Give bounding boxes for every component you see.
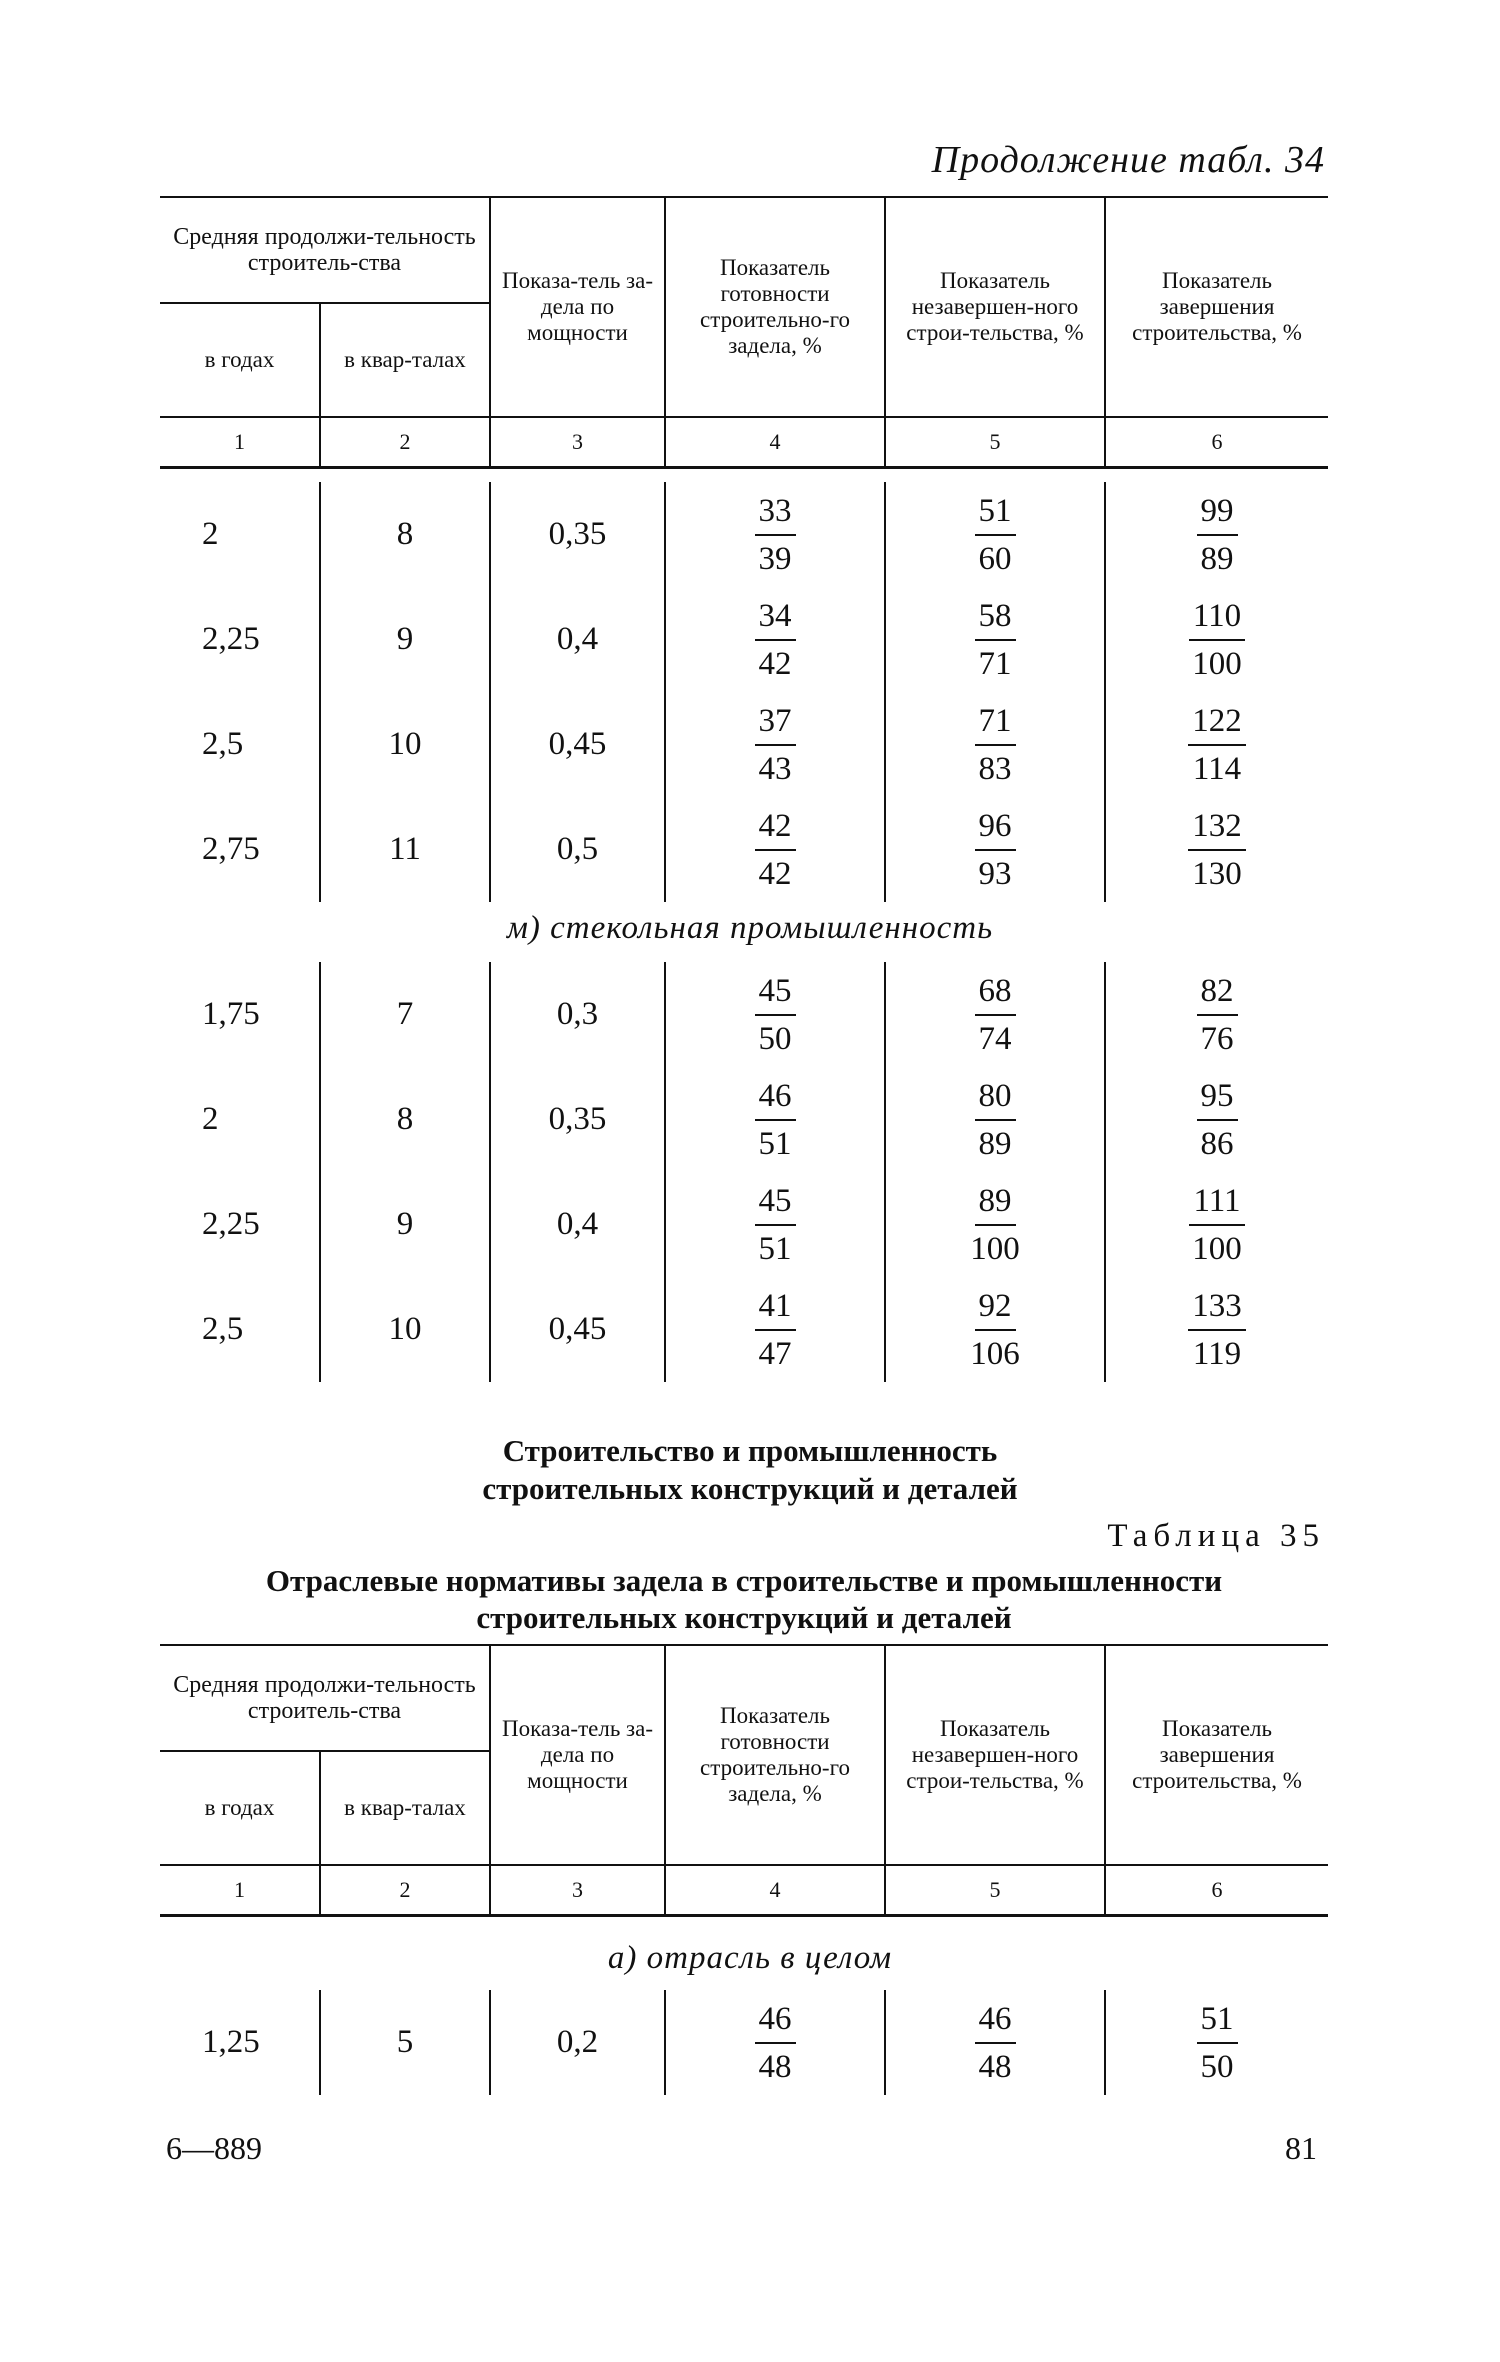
- readiness-cell: [665, 1172, 885, 1277]
- t35-header-years: в годах: [204, 1795, 275, 1820]
- unfinished-cell: [885, 587, 1105, 692]
- duration-quarters-cell: 10: [320, 692, 490, 797]
- fraction-denominator: 48: [758, 2048, 792, 2085]
- power-backlog-cell: 0,35: [490, 1067, 665, 1172]
- page-number: 81: [1285, 2130, 1317, 2166]
- table35-title-line2: строительных конструкций и деталей: [476, 1600, 1012, 1635]
- fraction: [755, 968, 796, 1062]
- readiness-cell: [665, 1067, 885, 1172]
- header-num-2: 2: [320, 417, 490, 468]
- fraction-denominator: 93: [978, 855, 1012, 892]
- table-row: [160, 1067, 1328, 1172]
- fraction: [755, 698, 796, 792]
- fraction-denominator: 42: [758, 855, 792, 892]
- fraction-denominator: 100: [1192, 645, 1242, 682]
- fraction-numerator: 95: [1197, 1073, 1238, 1121]
- readiness-cell: [665, 1990, 885, 2095]
- unfinished-cell: [885, 797, 1105, 902]
- t35-header-col4: Показатель готовности строительно-го задела, %: [665, 1646, 885, 1865]
- fraction-denominator: 51: [758, 1125, 792, 1162]
- completion-cell: [1105, 962, 1328, 1067]
- fraction-denominator: 119: [1192, 1335, 1242, 1372]
- t35-header-duration-group: Средняя продолжи-тельность строитель-ства: [160, 1646, 490, 1751]
- readiness-cell: [665, 797, 885, 902]
- power-backlog-cell: 0,4: [490, 1172, 665, 1277]
- fraction-denominator: 51: [758, 1230, 792, 1267]
- duration-years-cell: 2,25: [202, 1206, 260, 1242]
- fraction-numerator: 71: [975, 698, 1016, 746]
- fraction-numerator: 133: [1188, 1283, 1246, 1331]
- power-backlog-cell: 0,5: [490, 797, 665, 902]
- fraction-numerator: 51: [1197, 1996, 1238, 2044]
- table35-title: [160, 1562, 1328, 1636]
- fraction-numerator: 92: [975, 1283, 1016, 1331]
- duration-quarters-cell: 8: [320, 482, 490, 587]
- header-years: в годах: [204, 347, 275, 372]
- completion-cell: [1105, 1277, 1328, 1382]
- fraction: [1188, 698, 1246, 792]
- t35-header-num-1: 1: [160, 1865, 320, 1916]
- fraction-numerator: 110: [1189, 593, 1245, 641]
- fraction: [1197, 1996, 1238, 2090]
- t35-header-num-5: 5: [885, 1865, 1105, 1916]
- fraction-denominator: 71: [978, 645, 1012, 682]
- fraction-denominator: 43: [758, 750, 792, 787]
- table-row: [160, 797, 1328, 902]
- fraction: [1189, 593, 1245, 687]
- power-backlog-cell: 0,35: [490, 482, 665, 587]
- fraction: [1188, 803, 1246, 897]
- duration-quarters-cell: 9: [320, 1172, 490, 1277]
- completion-cell: [1105, 482, 1328, 587]
- fraction-denominator: 60: [978, 540, 1012, 577]
- fraction-denominator: 100: [1192, 1230, 1242, 1267]
- fraction-numerator: 45: [755, 1178, 796, 1226]
- fraction-denominator: 48: [978, 2048, 1012, 2085]
- power-backlog-cell: 0,4: [490, 587, 665, 692]
- table-row: [160, 482, 1328, 587]
- table35-number: Таблица 35: [1107, 1518, 1325, 1554]
- fraction: [755, 1073, 796, 1167]
- header-quarters: в квар-талах: [320, 303, 490, 417]
- readiness-cell: [665, 692, 885, 797]
- t35-header-col5: Показатель незавершен-ного строи-тельства, %: [885, 1646, 1105, 1865]
- fraction: [975, 1996, 1016, 2090]
- fraction-numerator: 51: [975, 488, 1016, 536]
- power-backlog-cell: 0,3: [490, 962, 665, 1067]
- readiness-cell: [665, 587, 885, 692]
- fraction-numerator: 99: [1197, 488, 1238, 536]
- fraction-numerator: 122: [1188, 698, 1246, 746]
- fraction-denominator: 42: [758, 645, 792, 682]
- fraction: [755, 1996, 796, 2090]
- fraction-numerator: 45: [755, 968, 796, 1016]
- section-title-line2: строительных конструкций и деталей: [482, 1471, 1018, 1506]
- header-col5: Показатель незавершен-ного строи-тельства, %: [885, 198, 1105, 417]
- fraction-denominator: 39: [758, 540, 792, 577]
- fraction-denominator: 100: [970, 1230, 1020, 1267]
- header-num-6: 6: [1105, 417, 1328, 468]
- completion-cell: [1105, 1172, 1328, 1277]
- fraction-denominator: 89: [1200, 540, 1234, 577]
- fraction-denominator: 47: [758, 1335, 792, 1372]
- table-row: [160, 1990, 1328, 2095]
- unfinished-cell: [885, 1067, 1105, 1172]
- section-title-line1: Строительство и промышленность: [502, 1433, 998, 1468]
- duration-years-cell: 2,5: [202, 1311, 244, 1347]
- fraction-numerator: 132: [1188, 803, 1246, 851]
- fraction: [755, 803, 796, 897]
- duration-quarters-cell: 8: [320, 1067, 490, 1172]
- fraction: [1189, 1178, 1244, 1272]
- header-num-3: 3: [490, 417, 665, 468]
- fraction-numerator: 34: [755, 593, 796, 641]
- fraction-denominator: 86: [1200, 1125, 1234, 1162]
- t35-header-num-4: 4: [665, 1865, 885, 1916]
- footer-code: 6—889: [166, 2130, 262, 2166]
- t35-header-num-6: 6: [1105, 1865, 1328, 1916]
- fraction-numerator: 33: [755, 488, 796, 536]
- table34-body-top: [160, 482, 1328, 902]
- t35-header-col3: Показа-тель за-дела по мощности: [490, 1646, 665, 1865]
- fraction: [975, 488, 1016, 582]
- fraction: [970, 1178, 1020, 1272]
- fraction: [755, 1178, 796, 1272]
- completion-cell: [1105, 587, 1328, 692]
- power-backlog-cell: 0,45: [490, 692, 665, 797]
- duration-years-cell: 2: [202, 516, 219, 552]
- fraction: [1188, 1283, 1246, 1377]
- fraction-numerator: 89: [975, 1178, 1016, 1226]
- t35-header-col6: Показатель завершения строительства, %: [1105, 1646, 1328, 1865]
- fraction-denominator: 83: [978, 750, 1012, 787]
- table35-header: [160, 1644, 1328, 1917]
- unfinished-cell: [885, 482, 1105, 587]
- power-backlog-cell: 0,2: [490, 1990, 665, 2095]
- fraction-denominator: 76: [1200, 1020, 1234, 1057]
- fraction-numerator: 111: [1189, 1178, 1244, 1226]
- fraction-denominator: 106: [970, 1335, 1020, 1372]
- fraction-numerator: 46: [755, 1996, 796, 2044]
- fraction-denominator: 114: [1192, 750, 1242, 787]
- fraction: [975, 803, 1016, 897]
- fraction: [1197, 968, 1238, 1062]
- completion-cell: [1105, 1067, 1328, 1172]
- fraction-numerator: 37: [755, 698, 796, 746]
- fraction: [975, 1073, 1016, 1167]
- duration-quarters-cell: 9: [320, 587, 490, 692]
- fraction-numerator: 41: [755, 1283, 796, 1331]
- header-duration-group: Средняя продолжи-тельность строитель-ства: [160, 198, 490, 303]
- fraction: [1197, 488, 1238, 582]
- continuation-title: Продолжение табл. 34: [931, 139, 1325, 181]
- table34-header: [160, 196, 1328, 469]
- completion-cell: [1105, 692, 1328, 797]
- glass-industry-subhead: м) стекольная промышленность: [506, 910, 994, 946]
- unfinished-cell: [885, 1277, 1105, 1382]
- table-row: [160, 962, 1328, 1067]
- completion-cell: [1105, 1990, 1328, 2095]
- power-backlog-cell: 0,45: [490, 1277, 665, 1382]
- fraction: [755, 593, 796, 687]
- t35-header-quarters: в квар-талах: [320, 1751, 490, 1865]
- unfinished-cell: [885, 1990, 1105, 2095]
- duration-years-cell: 2,5: [202, 726, 244, 762]
- fraction: [970, 1283, 1020, 1377]
- table35-body: [160, 1990, 1328, 2095]
- fraction-numerator: 42: [755, 803, 796, 851]
- completion-cell: [1105, 797, 1328, 902]
- fraction-denominator: 89: [978, 1125, 1012, 1162]
- header-col4: Показатель готовности строительно-го задела, %: [665, 198, 885, 417]
- t35-header-num-3: 3: [490, 1865, 665, 1916]
- fraction-denominator: 50: [758, 1020, 792, 1057]
- fraction-numerator: 68: [975, 968, 1016, 1016]
- fraction-denominator: 74: [978, 1020, 1012, 1057]
- fraction-numerator: 46: [975, 1996, 1016, 2044]
- header-col6: Показатель завершения строительства, %: [1105, 198, 1328, 417]
- header-col3: Показа-тель за-дела по мощности: [490, 198, 665, 417]
- fraction: [975, 593, 1016, 687]
- table-row: [160, 1172, 1328, 1277]
- fraction-denominator: 130: [1192, 855, 1242, 892]
- t35-header-num-2: 2: [320, 1865, 490, 1916]
- readiness-cell: [665, 482, 885, 587]
- fraction: [755, 488, 796, 582]
- duration-quarters-cell: 7: [320, 962, 490, 1067]
- table34-body-glass: [160, 962, 1328, 1382]
- duration-years-cell: 2,75: [202, 831, 260, 867]
- table-row: [160, 1277, 1328, 1382]
- fraction: [975, 968, 1016, 1062]
- fraction-numerator: 80: [975, 1073, 1016, 1121]
- header-num-1: 1: [160, 417, 320, 468]
- table35-title-line1: Отраслевые нормативы задела в строительстве и промышленности: [265, 1563, 1223, 1598]
- fraction-numerator: 58: [975, 593, 1016, 641]
- unfinished-cell: [885, 1172, 1105, 1277]
- header-num-4: 4: [665, 417, 885, 468]
- unfinished-cell: [885, 962, 1105, 1067]
- duration-years-cell: 1,25: [202, 2024, 260, 2060]
- table-row: [160, 692, 1328, 797]
- duration-quarters-cell: 10: [320, 1277, 490, 1382]
- duration-quarters-cell: 11: [320, 797, 490, 902]
- readiness-cell: [665, 962, 885, 1067]
- duration-years-cell: 1,75: [202, 996, 260, 1032]
- industry-subhead: а) отрасль в целом: [607, 1940, 893, 1976]
- readiness-cell: [665, 1277, 885, 1382]
- fraction: [975, 698, 1016, 792]
- fraction: [755, 1283, 796, 1377]
- header-num-5: 5: [885, 417, 1105, 468]
- table-row: [160, 587, 1328, 692]
- duration-years-cell: 2,25: [202, 621, 260, 657]
- fraction-denominator: 50: [1200, 2048, 1234, 2085]
- duration-quarters-cell: 5: [320, 1990, 490, 2095]
- fraction-numerator: 96: [975, 803, 1016, 851]
- fraction-numerator: 46: [755, 1073, 796, 1121]
- duration-years-cell: 2: [202, 1101, 219, 1137]
- unfinished-cell: [885, 692, 1105, 797]
- fraction: [1197, 1073, 1238, 1167]
- fraction-numerator: 82: [1197, 968, 1238, 1016]
